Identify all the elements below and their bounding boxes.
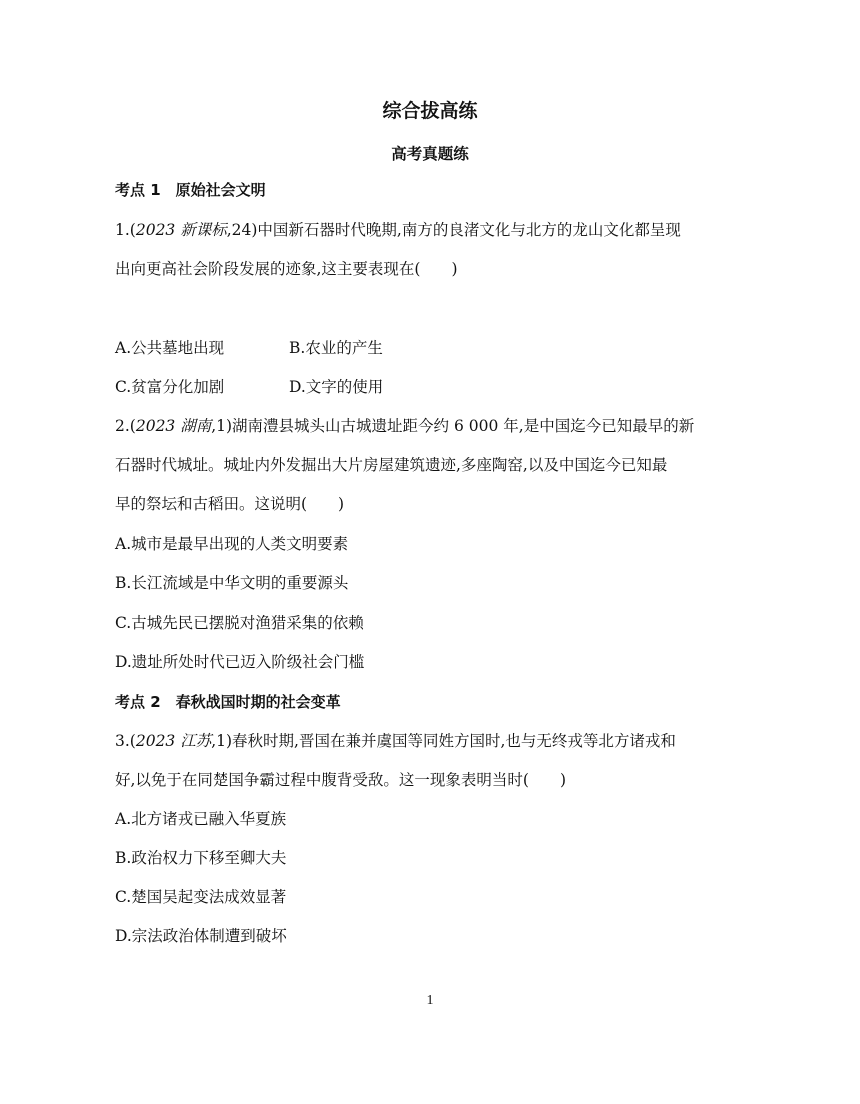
- question-3-option-a: A.北方诸戎已融入华夏族: [115, 810, 287, 828]
- question-1-options-row-2: [115, 377, 755, 397]
- question-2-line-3: 早的祭坛和古稻田。这说明( ): [115, 495, 345, 513]
- question-2-line-1: [115, 416, 755, 436]
- question-3-option-c: C.楚国吴起变法成效显著: [115, 888, 287, 906]
- question-1-text: ,24)中国新石器时代晚期,南方的良渚文化与北方的龙山文化都呈现: [226, 221, 681, 239]
- question-1-option-b: B.农业的产生: [289, 339, 383, 357]
- question-1-line-1: [115, 220, 755, 240]
- question-3-option-b: B.政治权力下移至卿大夫: [115, 849, 287, 867]
- page-number: 1: [426, 993, 434, 1008]
- section-heading-1: 考点 1 原始社会文明: [115, 181, 266, 199]
- question-1-option-a: A.公共墓地出现: [115, 339, 225, 357]
- question-2-source: 2023 湖南: [135, 417, 212, 435]
- question-3-line-1: [115, 731, 755, 751]
- question-2-option-d: D.遗址所处时代已迈入阶级社会门槛: [115, 653, 365, 671]
- question-2-line-2: 石器时代城址。城址内外发掘出大片房屋建筑遗迹,多座陶窑,以及中国迄今已知最: [115, 456, 668, 474]
- question-1-option-c: C.贫富分化加剧: [115, 378, 225, 396]
- question-3-line-2: 好,以免于在同楚国争霸过程中腹背受敌。这一现象表明当时( ): [115, 771, 567, 789]
- question-1-source: 2023 新课标: [135, 221, 227, 239]
- section-heading-2: 考点 2 春秋战国时期的社会变革: [115, 693, 341, 711]
- question-2-option-c: C.古城先民已摆脱对渔猎采集的依赖: [115, 614, 364, 632]
- question-2-number: 2.(: [115, 417, 136, 435]
- question-2-option-a: A.城市是最早出现的人类文明要素: [115, 535, 349, 553]
- question-3-option-d: D.宗法政治体制遭到破坏: [115, 927, 287, 945]
- page-subtitle: 高考真题练: [391, 145, 469, 163]
- question-3-number: 3.(: [115, 732, 136, 750]
- question-3-source: 2023 江苏: [135, 732, 212, 750]
- question-1-option-d: D.文字的使用: [289, 378, 384, 396]
- question-2-option-b: B.长江流域是中华文明的重要源头: [115, 574, 349, 592]
- question-1-number: 1.(: [115, 221, 136, 239]
- question-1-options-row-1: [115, 338, 755, 358]
- question-2-text: ,1)湖南澧县城头山古城遗址距今约 6 000 年,是中国迄今已知最早的新: [211, 417, 695, 435]
- question-1-line-2: 出向更高社会阶段发展的迹象,这主要表现在( ): [115, 260, 458, 278]
- question-3-text: ,1)春秋时期,晋国在兼并虞国等同姓方国时,也与无终戎等北方诸戎和: [211, 732, 676, 750]
- page-title: 综合拔高练: [382, 100, 478, 122]
